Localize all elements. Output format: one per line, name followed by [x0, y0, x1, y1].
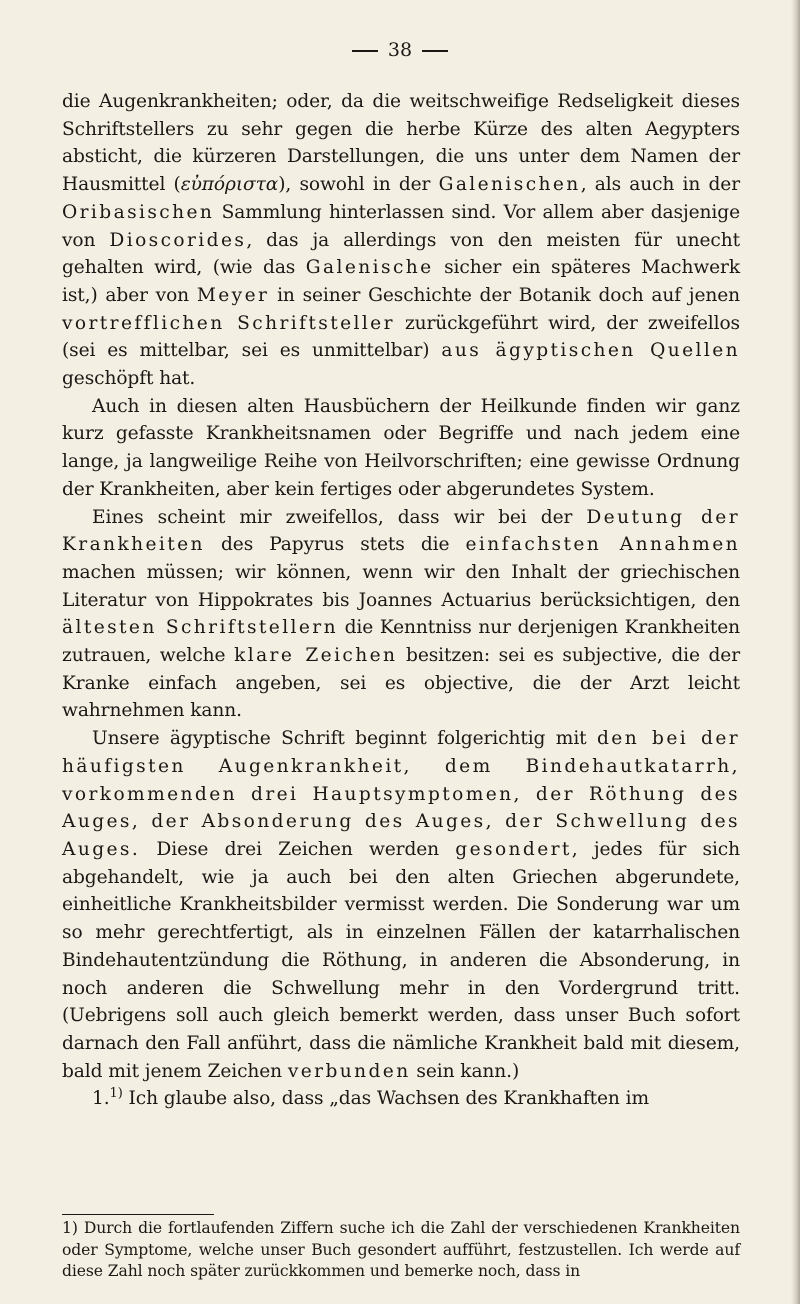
spaced-term: Galenische — [305, 257, 434, 279]
spaced-term: Meyer — [196, 284, 270, 306]
text-run: geschöpft hat. — [62, 368, 196, 390]
paragraph-5 — [62, 1085, 740, 1113]
text-run: zurückgeführt wird, der zweifellos (sei es mittelbar, sei es unmittelbar) — [62, 312, 741, 362]
page-number-dash-left — [352, 50, 378, 51]
paragraph-3 — [62, 504, 740, 726]
text-run: Ich glaube also, dass „das Wachsen des Krankhaften im — [122, 1088, 649, 1110]
page-edge-shadow — [791, 0, 800, 1304]
spaced-term: aus ägyptischen Quellen — [441, 340, 740, 362]
text-run: Diese drei Zeichen werden — [140, 838, 456, 860]
page-number — [0, 38, 800, 62]
spaced-term: Dioscorides — [109, 229, 247, 251]
spaced-term: den bei der häufigsten Augenkrankheit, dem Bindehautkatarrh, vorkommenden drei Hauptsymptomen, der Röthung des Auges, der Absonderung des Auges, der Schwellung des Auges. — [62, 728, 741, 860]
greek-term: εὐπόριστα — [180, 174, 279, 196]
paragraph-1 — [62, 88, 740, 393]
spaced-term: vortrefflichen Schriftsteller — [62, 312, 395, 334]
footnote-rule — [62, 1214, 214, 1215]
text-run: in seiner Geschichte der Botanik doch auf jenen — [269, 284, 740, 306]
spaced-term: gesondert — [455, 838, 572, 860]
footnote-reference[interactable]: 1) — [109, 1086, 123, 1102]
text-run: , das ja allerdings von den meisten für unecht gehalten wird, (wie das — [62, 229, 740, 279]
text-run: Unsere ägyptische Schrift beginnt folgerichtig mit — [92, 728, 597, 750]
text-run: besitzen: sei es subjective, die der Kranke einfach angeben, sei es objective, die der Arzt leicht wahrnehmen kann. — [62, 645, 740, 722]
footnote — [62, 1218, 740, 1283]
text-run: des Papyrus stets die — [204, 534, 466, 556]
text-run: , jedes für sich abgehandelt, wie ja auch bei den alten Griechen abgerundete, einheitliche Krankheitsbilder vermisst werden. Die Sonderung war um so mehr gerechtfertigt, als in einzelnen Fällen der katarrhalischen Bindehautentzündung die Röthung, in anderen die Absonderung, in noch anderen die Schwellung mehr in den Vordergrund tritt. (Uebrigens soll auch gleich bemerkt werden, dass unser Buch sofort darnach den Fall anführt, dass die nämliche Krankheit bald mit diesem, bald mit jenem Zeichen — [62, 838, 740, 1082]
text-run: machen müssen; wir können, wenn wir den Inhalt der griechischen Literatur von Hippokrates bis Joannes Actuarius berücksichtigen, den — [62, 561, 740, 611]
body-text — [62, 88, 740, 1113]
text-run: Eines scheint mir zweifellos, dass wir bei der — [92, 506, 587, 528]
footnote-paragraph — [62, 1218, 740, 1283]
text-run: 1. — [92, 1088, 110, 1110]
footnote-marker: 1) — [62, 1219, 78, 1237]
text-run: sicher ein späteres Machwerk ist,) aber von — [62, 257, 740, 306]
page-number-text: 38 — [387, 39, 413, 61]
text-run: sein kann.) — [410, 1060, 520, 1082]
spaced-term: einfachsten Annahmen — [465, 534, 740, 556]
footnote-text: Durch die fortlaufenden Ziffern suche ich die Zahl der verschiedenen Krankheiten oder Symptome, welche unser Buch gesondert aufführt, festzustellen. Ich werde auf diese Zahl noch später zurückkommen und bemerke noch, dass in — [62, 1219, 740, 1281]
spaced-term: verbunden — [287, 1060, 411, 1082]
paragraph-2: Auch in diesen alten Hausbüchern der Heilkunde finden wir ganz kurz gefasste Krankheitsnamen oder Begriffe und nach jedem eine lange, ja langweilige Reihe von Heilvorschriften; eine gewisse Ordnung der Krankheiten, aber kein fertiges oder abgerundetes System. — [62, 395, 740, 500]
spaced-term: klare Zeichen — [234, 645, 398, 667]
text-run: Sammlung hinterlassen sind. Vor allem aber dasjenige von — [62, 201, 740, 251]
page-number-dash-right — [422, 50, 448, 51]
text-run: die Augenkrankheiten; oder, da die weitschweifige Redseligkeit dieses Schriftstellers zu sehr gegen die herbe Kürze des alten Aegypters absticht, die kürzeren Darstellungen, die uns unter dem Namen der Hausmittel ( — [62, 91, 740, 196]
spaced-term: Deutung der Krankheiten — [62, 506, 740, 556]
paragraph-4 — [62, 725, 740, 1085]
spaced-term: Oribasischen — [62, 201, 215, 223]
spaced-term: Galenischen — [438, 174, 581, 196]
text-run: ), sowohl in der — [278, 174, 439, 196]
spaced-term: ältesten Schriftstellern — [62, 617, 338, 639]
text-run: , als auch in der — [580, 174, 740, 196]
text-run: die Kenntniss nur derjenigen Krankheiten zutrauen, welche — [62, 617, 740, 667]
